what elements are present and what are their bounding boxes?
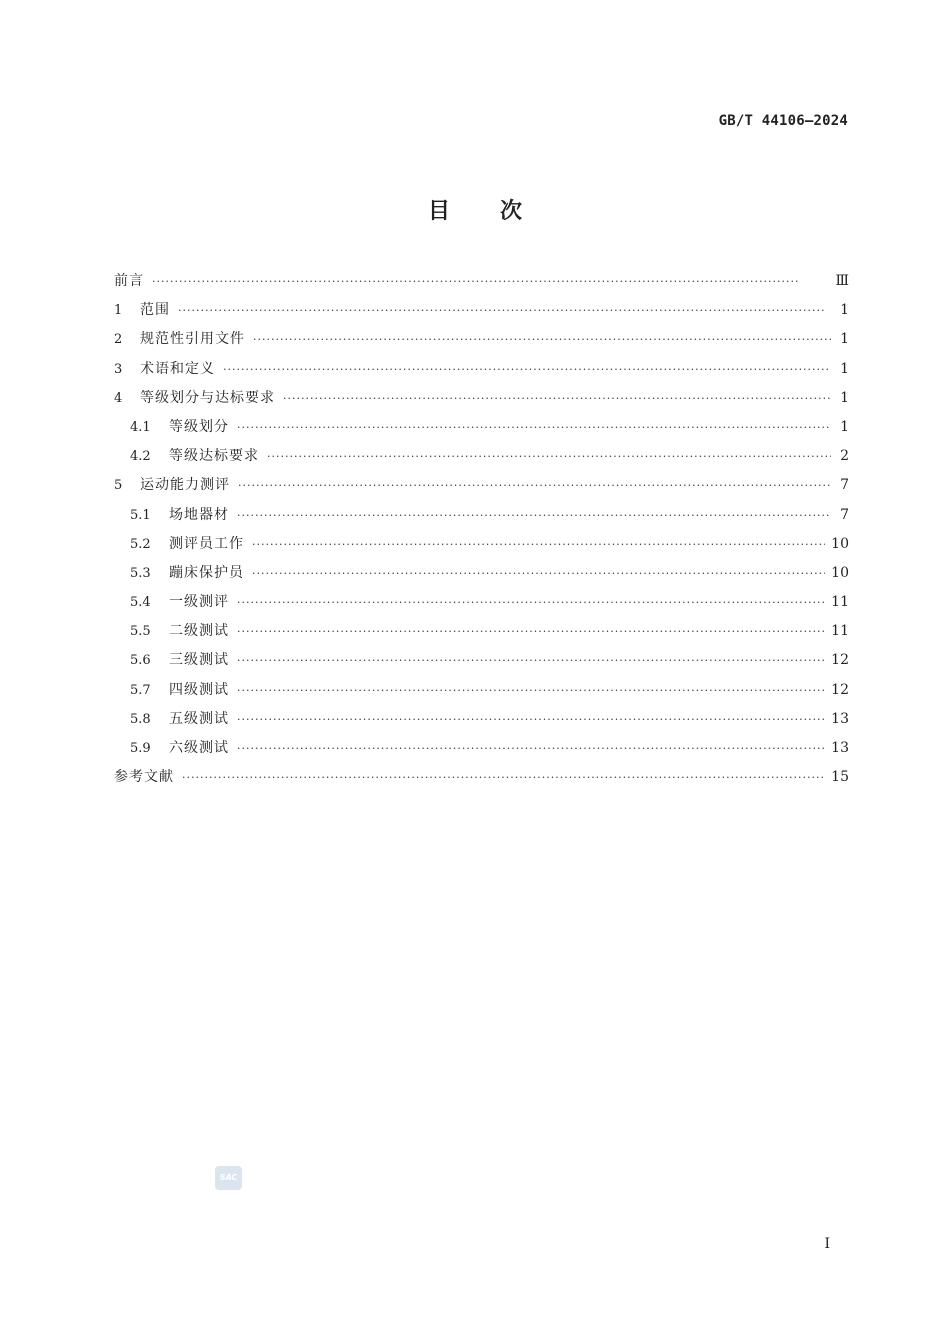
toc-entry-label: 三级测试	[169, 652, 229, 669]
toc-entry-number: 2	[114, 332, 123, 348]
toc-entry-page: 13	[831, 710, 849, 727]
toc-entry-4-2[interactable]	[114, 445, 849, 474]
page-title: 目次	[427, 199, 572, 224]
toc-entry-label: 等级达标要求	[169, 448, 259, 465]
toc-entry-number: 5.7	[130, 682, 151, 698]
toc-entry-number: 5.6	[130, 653, 151, 669]
toc-entry-5-1[interactable]	[114, 504, 849, 533]
toc-entry-page: 13	[831, 740, 849, 756]
toc-entry-page: 10	[831, 535, 849, 552]
toc-entry-page: 7	[840, 477, 849, 494]
toc-entry-page: 1	[840, 418, 849, 435]
dot-leader	[238, 479, 831, 492]
dot-leader	[152, 275, 829, 288]
toc-entry-label: 等级划分	[169, 418, 229, 435]
toc-entry-5[interactable]	[114, 474, 849, 503]
toc-entry-5-4[interactable]	[114, 591, 849, 620]
toc-entry-page: 11	[831, 623, 849, 640]
toc-entry-label: 规范性引用文件	[140, 331, 245, 348]
toc-entry-number: 1	[114, 303, 123, 319]
toc-entry-number: 5	[114, 478, 123, 494]
dot-leader	[237, 684, 825, 697]
dot-leader	[253, 333, 831, 346]
sac-watermark-logo: SAC	[215, 1166, 242, 1190]
toc-entry-number: 5.3	[130, 565, 151, 581]
toc-entry-label: 前言	[114, 273, 144, 289]
toc-entry-page: 2	[840, 448, 849, 465]
dot-leader	[178, 304, 831, 317]
dot-leader	[252, 567, 825, 580]
toc-entry-5-6[interactable]	[114, 649, 849, 678]
toc-entry-label: 参考文献	[114, 769, 174, 786]
toc-entry-page: 1	[840, 302, 849, 319]
toc-entry-label: 二级测试	[169, 623, 229, 640]
toc-entry-2[interactable]	[114, 328, 849, 357]
toc-entry-5-8[interactable]	[114, 708, 849, 737]
toc-entry-label: 四级测试	[169, 681, 229, 698]
dot-leader	[237, 742, 825, 755]
toc-entry-page: 10	[831, 564, 849, 581]
toc-entry-5-2[interactable]	[114, 533, 849, 562]
toc-entry-label: 五级测试	[169, 710, 229, 727]
toc-entry-label: 等级划分与达标要求	[140, 389, 275, 406]
dot-leader	[267, 450, 831, 463]
toc-entry-page: 1	[840, 389, 849, 406]
toc-entry-3[interactable]	[114, 358, 849, 387]
dot-leader	[252, 538, 825, 551]
toc-entry-number: 5.2	[130, 536, 151, 552]
dot-leader	[237, 596, 825, 609]
toc-entry-label: 一级测评	[169, 594, 229, 611]
dot-leader	[223, 363, 831, 376]
toc-entry-number: 3	[114, 361, 123, 377]
toc-entry-page: 11	[831, 594, 849, 611]
page-number: I	[824, 1236, 830, 1252]
dot-leader	[182, 771, 825, 784]
toc-entry-label: 蹦床保护员	[169, 564, 244, 581]
toc-entry-5-7[interactable]	[114, 679, 849, 708]
toc-entry-4[interactable]	[114, 387, 849, 416]
toc-entry-label: 运动能力测评	[140, 477, 230, 494]
toc-entry-page: 1	[840, 360, 849, 377]
toc-entry-number: 5.9	[130, 741, 151, 756]
toc-entry-number: 4.2	[130, 449, 151, 465]
dot-leader	[237, 509, 831, 522]
dot-leader	[237, 713, 825, 726]
dot-leader	[237, 654, 825, 667]
toc-entry-label: 场地器材	[169, 506, 229, 523]
toc-entry-number: 4	[114, 390, 123, 406]
toc-entry-5-3[interactable]	[114, 562, 849, 591]
toc-entry-references[interactable]	[114, 766, 849, 795]
toc-entry-label: 范围	[140, 302, 170, 319]
toc-entry-number: 5.1	[130, 507, 151, 523]
toc-entry-number: 5.5	[130, 624, 151, 640]
toc-entry-number: 4.1	[130, 419, 151, 435]
standard-code: GB/T 44106—2024	[718, 113, 848, 129]
dot-leader	[283, 392, 831, 405]
toc-entry-label: 六级测试	[169, 740, 229, 756]
toc-entry-page: Ⅲ	[835, 273, 849, 289]
toc-entry-page: 7	[840, 506, 849, 523]
toc-entry-foreword[interactable]	[114, 270, 849, 299]
dot-leader	[237, 421, 831, 434]
toc-entry-page: 1	[840, 331, 849, 348]
toc-entry-label: 测评员工作	[169, 535, 244, 552]
toc-entry-5-9[interactable]	[114, 737, 849, 766]
toc-entry-page: 15	[831, 769, 849, 786]
toc-entry-4-1[interactable]	[114, 416, 849, 445]
toc-entry-page: 12	[831, 681, 849, 698]
toc-entry-page: 12	[831, 652, 849, 669]
toc-entry-label: 术语和定义	[140, 360, 215, 377]
toc-entry-5-5[interactable]	[114, 620, 849, 649]
toc-entry-number: 5.8	[130, 711, 151, 727]
dot-leader	[237, 625, 825, 638]
toc-entry-1[interactable]	[114, 299, 849, 328]
toc-entry-number: 5.4	[130, 595, 151, 611]
table-of-contents	[114, 270, 849, 795]
